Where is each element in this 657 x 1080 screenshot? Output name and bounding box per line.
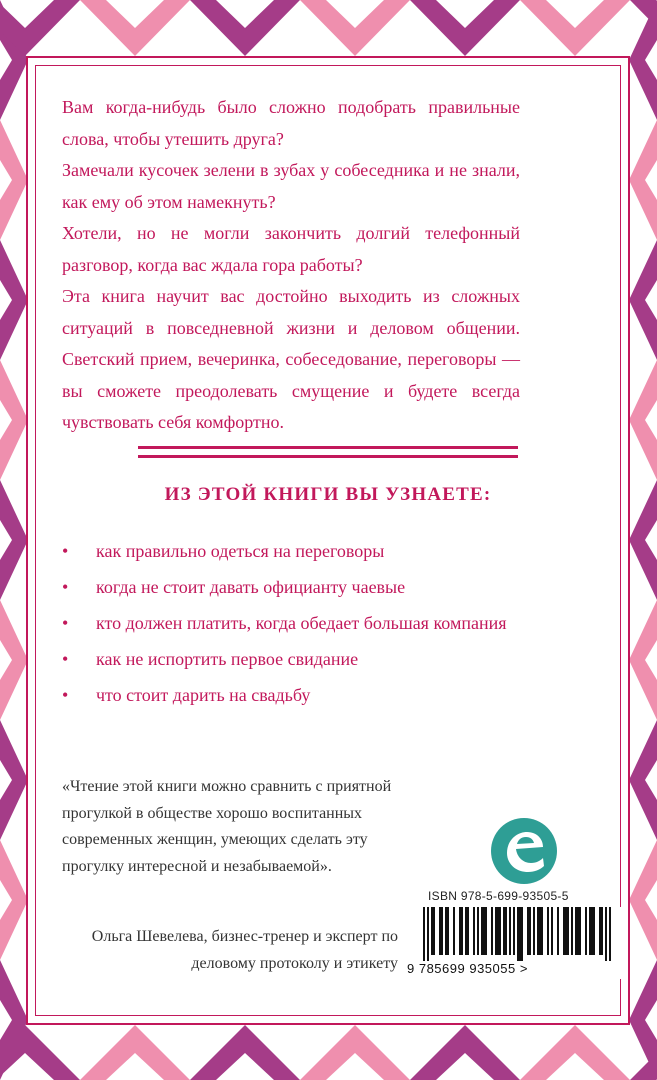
intro-text	[62, 92, 520, 439]
bullet-icon: •	[62, 541, 69, 561]
list-item-text: кто должен платить, когда обедает большая компания	[96, 613, 507, 633]
quote-attribution: Ольга Шевелева, бизнес-тренер и эксперт по деловому протоколу и этикету	[91, 928, 398, 972]
list-item	[62, 572, 522, 603]
isbn-label: ISBN 978-5-699-93505-5	[428, 889, 569, 903]
intro-paragraph: Хотели, но не могли закончить долгий телефонный разговор, когда вас ждала гора работы?	[62, 223, 520, 275]
list-item	[62, 608, 522, 639]
bullet-icon: •	[62, 613, 69, 633]
list-item-text: что стоит дарить на свадьбу	[96, 685, 311, 705]
barcode-bars	[421, 907, 617, 961]
barcode-digits: 9 785699 935055 >	[407, 961, 528, 976]
isbn-barcode	[407, 907, 627, 979]
list-item	[62, 536, 522, 567]
list-item-text: как не испортить первое свидание	[96, 649, 359, 669]
list-item-text: как правильно одеться на переговоры	[96, 541, 385, 561]
eksmo-logo-icon	[489, 816, 559, 886]
intro-paragraph: Вам когда-нибудь было сложно подобрать правильные слова, чтобы утешить друга?	[62, 97, 520, 149]
intro-paragraph: Эта книга научит вас достойно выходить из сложных ситуаций в повседневной жизни и деловом общении. Светский прием, вечеринка, собеседование, переговоры — вы сможете преодолевать смущение и будете всегда чувствовать себя комфортно.	[62, 286, 520, 432]
section-heading: ИЗ ЭТОЙ КНИГИ ВЫ УЗНАЕТЕ:	[164, 484, 492, 505]
divider-line	[138, 446, 518, 449]
bullet-icon: •	[62, 685, 69, 705]
list-item	[62, 644, 522, 675]
intro-paragraph: Замечали кусочек зелени в зубах у собеседника и не знали, как ему об этом намекнуть?	[62, 160, 520, 212]
bullet-icon: •	[62, 649, 69, 669]
bullet-icon: •	[62, 577, 69, 597]
review-quote: «Чтение этой книги можно сравнить с приятной прогулкой в обществе хорошо воспитанных современных женщин, умеющих сделать эту прогулку интересной и незабываемой».	[62, 778, 392, 875]
benefits-list	[62, 536, 522, 716]
list-item-text: когда не стоит давать официанту чаевые	[96, 577, 406, 597]
divider-line	[138, 455, 518, 458]
list-item	[62, 680, 522, 711]
